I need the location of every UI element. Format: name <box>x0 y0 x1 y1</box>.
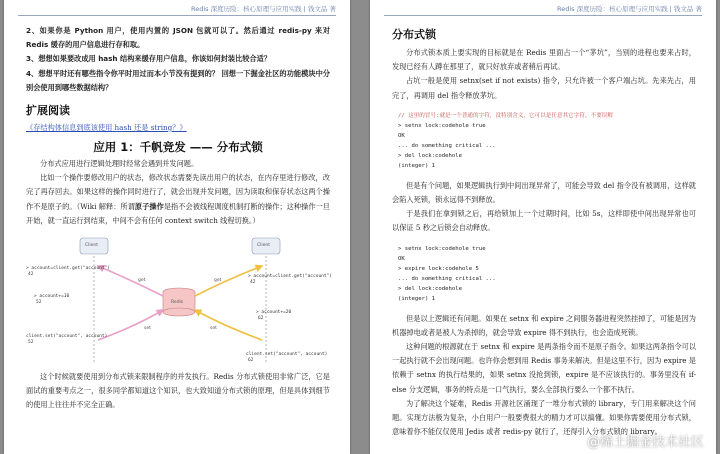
code-line: > del lock:codehole <box>398 285 462 292</box>
left-set-label: set <box>144 326 151 332</box>
question-4: 4、想想平时还有哪些指令你平时用过而本小节没有提到的？ 回想一下掘金社区的功能模块中分别会使用到哪些数据结构？ <box>26 68 330 92</box>
left-step-3-value: 52 <box>28 340 34 346</box>
atomic-text-c: 是指不会被线程调度机制打断的操作；这种操作一旦开始，就一直运行到结束，中间不会有任何 context switch 线程切换。） <box>26 201 330 225</box>
paragraph-setnx: 占坑一般是使用 setnx(set if not exists) 指令，只允许被一个客户端占坑。先来先占，用完了，再调用 del 指令释放茅坑。 <box>392 76 696 100</box>
chapter-title: 应用 1：千帆竞发 —— 分布式锁 <box>93 140 263 155</box>
right-step-2-value: 62 <box>258 316 264 322</box>
code-line: (integer) 1 <box>398 295 436 302</box>
header-rule <box>18 15 336 16</box>
question-3: 3、想想如果要改成用 hash 结构来缓存用户信息，你该如何封装比较合适？ <box>26 54 271 64</box>
right-get-label: get <box>214 278 222 284</box>
section-heading: 分布式锁 <box>392 28 436 41</box>
code-line: > setnx lock:codehole true <box>398 122 486 129</box>
right-step-3-value: 62 <box>248 358 254 364</box>
paragraph-concurrency: 分布式应用进行逻辑处理时经常会遇到并发问题。 <box>40 159 199 169</box>
code-line: OK <box>398 132 405 139</box>
code-line: ... do something critical ... <box>398 275 496 282</box>
code-block-setnx <box>392 107 696 175</box>
left-step-2-value: 52 <box>36 300 42 306</box>
right-step-2: > account+=20 <box>256 310 292 316</box>
right-step-1-value: 42 <box>250 280 256 286</box>
paragraph-deadlock: 但是有个问题，如果逻辑执行到中间出现异常了，可能会导致 del 指令没有被调用，这样就会陷入死锁，锁永远得不到释放。 <box>392 180 696 205</box>
header-rule <box>384 15 702 16</box>
right-set-label: set <box>210 326 217 332</box>
left-step-1-value: 42 <box>28 272 34 278</box>
redis-label: Redis <box>171 300 184 306</box>
paragraph-lock-goal: 分布式锁本质上要实现的目标就是在 Redis 里面占一个“茅坑”，当别的进程也要来占时，发现已经有人蹲在那里了，就只好放弃或者稍后再试。 <box>392 48 696 72</box>
extended-reading-link[interactable]: 《存结构体信息到底该使用 hash 还是 string？》 <box>26 123 187 133</box>
code-line: ... do something critical ... <box>398 142 496 149</box>
code-block-expire <box>392 240 696 308</box>
paragraph-atomicity: 这种问题的根源就在于 setnx 和 expire 是两条指令而不是原子指令。如果这两条指令可以一起执行就不会出现问题。也许你会想到用 Redis 事务来解决。但是这里不行，因为 expire 是依赖于 setnx 的执行结果的，如果 setnx 没抢到锁，expire 是不应该执行的。事务里没有 if-else 分支逻辑，事务的特点是一口气执行，要么全部执行要么一个都不执行。 <box>392 342 696 394</box>
right-content <box>392 24 696 439</box>
client-right-label: Client <box>257 243 271 249</box>
right-step-3: client.set("account", account) <box>246 352 328 358</box>
paragraph-expire: 于是我们在拿到锁之后，再给锁加上一个过期时间，比如 5s，这样即使中间出现异常也可以保证 5 秒之后锁会自动释放。 <box>392 209 696 233</box>
running-head-right: Redis 深度历险：核心原理与应用实践 | 钱文品 著 <box>557 5 702 13</box>
juejin-logo-icon <box>567 435 583 447</box>
code-line: > del lock:codehole <box>398 152 462 159</box>
atomic-term: 原子操作 <box>134 201 164 211</box>
right-step-1: > account=client.get("account") <box>248 274 332 280</box>
code-line: > setnx lock:codehole true <box>398 245 486 252</box>
code-comment: // 这里的冒号:就是一个普通的字符，没特别含义，它可以是任意其它字符，不要误解 <box>398 112 613 119</box>
code-line: OK <box>398 255 405 262</box>
concurrency-diagram <box>26 230 330 370</box>
extended-reading-heading: 扩展阅读 <box>26 104 70 118</box>
watermark-text: @稀土掘金技术社区 <box>586 435 704 450</box>
code-line: (integer) 1 <box>398 162 436 169</box>
atomic-text-a: 比如一个操作要修改用户的状态，修改状态需要先读出用户的状态，在内存里进行修改，改完了再存回去。如果这样的操作同时进行了，就会出现并发问题，因为读取和保存状态这两个操作不是原子的。（Wiki 解释：所谓 <box>26 173 330 211</box>
left-step-3: client.set("account", account) <box>26 334 108 340</box>
paragraph-atomic <box>26 171 330 228</box>
client-left-label: Client <box>85 243 99 249</box>
left-content <box>26 24 330 413</box>
right-page <box>370 0 716 454</box>
paragraph-library: 为了解决这个疑难，Redis 开源社区涌现了一堆分布式锁的 library，专门用来解决这个问题。实现方法极为复杂，小白用户一般要费很大的精力才可以搞懂。如果你需要使用分布式锁，意味着你不能仅仅使用 Jedis 或者 redis-py 就行了，还得引入分布式锁的 library。 <box>392 398 696 437</box>
paragraph-distributed-lock-intro: 这个时候就要使用到分布式锁来限制程序的并发执行。Redis 分布式锁使用非常广泛，它是面试的重要考点之一，很多同学都知道这个知识，也大致知道分布式锁的原理，但是具体到细节的使用上往往并不完全正确。 <box>26 372 330 410</box>
left-get-label: get <box>138 278 146 284</box>
paragraph-crash: 但是以上逻辑还有问题。如果在 setnx 和 expire 之间服务器进程突然挂掉了，可能是因为机器掉电或者是被人为杀掉的，就会导致 expire 得不到执行，也会造成死锁。 <box>392 313 696 337</box>
running-head-left: Redis 深度历险：核心原理与应用实践 | 钱文品 著 <box>191 5 336 13</box>
watermark <box>567 431 704 450</box>
question-2: 2、如果你是 Python 用户，使用内置的 JSON 包就可以了。然后通过 redis-py 来对 Redis 缓存的用户信息进行存和取。 <box>26 26 330 50</box>
left-page <box>4 0 350 454</box>
code-line: > expire lock:codehole 5 <box>398 265 479 272</box>
left-step-2: > account+=10 <box>34 294 70 300</box>
left-step-1: > account=client.get("account") <box>26 266 110 272</box>
